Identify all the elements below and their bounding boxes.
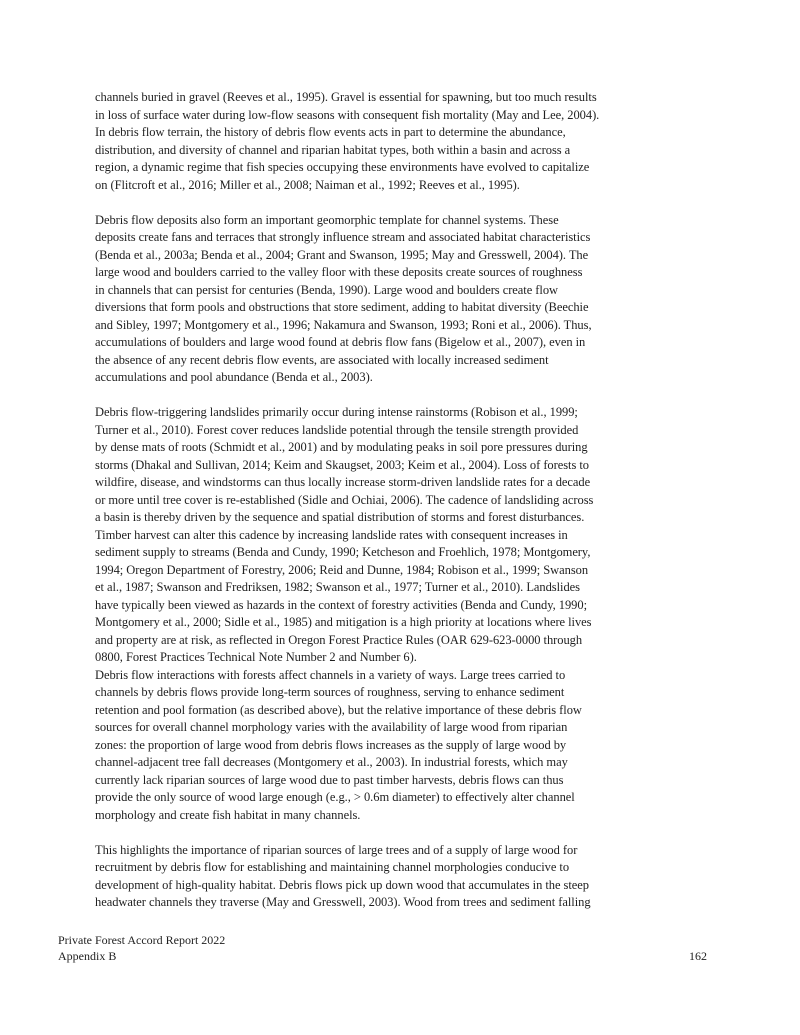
- text-line: morphology and create fish habitat in many channels.: [95, 807, 361, 822]
- text-line: or more until tree cover is re-established (Sidle and Ochiai, 2006). The cadence of landsliding across: [95, 492, 594, 507]
- text-line: storms (Dhakal and Sullivan, 2014; Keim and Skaugset, 2003; Keim et al., 2004). Loss of forests to: [95, 457, 589, 472]
- text-line: This highlights the importance of riparian sources of large trees and of a supply of large wood for: [95, 842, 578, 857]
- text-line: Debris flow deposits also form an important geomorphic template for channel systems. These: [95, 212, 559, 227]
- text-line: sediment supply to streams (Benda and Cundy, 1990; Ketcheson and Froehlich, 1978; Montgomery,: [95, 545, 591, 559]
- text-line: channel-adjacent tree fall decreases (Montgomery et al., 2003). In industrial forests, which may: [95, 755, 568, 769]
- text-line: Turner et al., 2010). Forest cover reduces landslide potential through the tensile strength provided: [95, 422, 579, 437]
- text-line: Debris flow interactions with forests affect channels in a variety of ways. Large trees carried to: [95, 667, 566, 682]
- text-line: and Sibley, 1997; Montgomery et al., 1996; Nakamura and Swanson, 1993; Roni et al., 2006). Thus,: [95, 317, 592, 332]
- paragraph: [95, 89, 713, 194]
- text-line: development of high-quality habitat. Debris flows pick up down wood that accumulates in the steep: [95, 877, 589, 892]
- text-line: currently lack riparian sources of large wood due to past timber harvests, debris flows can thus: [95, 772, 564, 787]
- text-line: Debris flow-triggering landslides primarily occur during intense rainstorms (Robison et al., 1999;: [95, 405, 578, 419]
- text-line: wildfire, disease, and windstorms can thus locally increase storm-driven landslide rates for a decade: [95, 475, 591, 489]
- paragraph: [95, 842, 713, 912]
- text-line: a basin is thereby driven by the sequence and spatial distribution of storms and forest disturbances.: [95, 510, 585, 524]
- text-line: provide the only source of wood large enough (e.g., > 0.6m diameter) to effectively alter channel: [95, 790, 575, 804]
- text-line: retention and pool formation (as described above), but the relative importance of these debris flow: [95, 702, 582, 717]
- footer-appendix-label: Appendix B: [58, 948, 117, 963]
- paragraph: [95, 404, 713, 824]
- body-text: [95, 89, 713, 912]
- text-line: sources for overall channel morphology varies with the availability of large wood from riparian: [95, 720, 568, 734]
- text-line: deposits create fans and terraces that strongly influence stream and associated habitat characteristics: [95, 230, 591, 244]
- text-line: accumulations and pool abundance (Benda et al., 2003).: [95, 370, 373, 384]
- text-line: accumulations of boulders and large wood found at debris flow fans (Bigelow et al., 2007), even in: [95, 335, 586, 349]
- footer-page-number: 162: [689, 948, 707, 963]
- text-line: 1994; Oregon Department of Forestry, 2006; Reid and Dunne, 1984; Robison et al., 1999; Swanson: [95, 562, 589, 577]
- text-line: 0800, Forest Practices Technical Note Number 2 and Number 6).: [95, 650, 417, 664]
- paragraph: [95, 212, 713, 387]
- text-line: have typically been viewed as hazards in the context of forestry activities (Benda and Cundy, 1990;: [95, 597, 587, 612]
- text-line: zones: the proportion of large wood from debris flows increases as the supply of large wood by: [95, 737, 567, 752]
- page-footer: [58, 933, 707, 964]
- text-line: Montgomery et al., 2000; Sidle et al., 1985) and mitigation is a high priority at locations where lives: [95, 615, 592, 629]
- text-line: region, a dynamic regime that fish species occupying these environments have evolved to capitalize: [95, 160, 590, 174]
- text-line: the absence of any recent debris flow events, are associated with locally increased sediment: [95, 352, 549, 367]
- text-line: channels by debris flows provide long-term sources of roughness, serving to enhance sediment: [95, 685, 565, 699]
- text-line: (Benda et al., 2003a; Benda et al., 2004; Grant and Swanson, 1995; May and Gresswell, 2004). The: [95, 247, 589, 262]
- footer-report-title: Private Forest Accord Report 2022: [58, 933, 226, 947]
- text-line: et al., 1987; Swanson and Fredriksen, 1982; Swanson et al., 1977; Turner et al., 2010). Landslides: [95, 580, 580, 594]
- text-line: by dense mats of roots (Schmidt et al., 2001) and by modulating peaks in soil pore pressures during: [95, 440, 588, 454]
- text-line: headwater channels they traverse (May and Gresswell, 2003). Wood from trees and sediment falling: [95, 895, 591, 909]
- text-line: channels buried in gravel (Reeves et al., 1995). Gravel is essential for spawning, but too much results: [95, 90, 597, 104]
- text-line: on (Flitcroft et al., 2016; Miller et al., 2008; Naiman et al., 1992; Reeves et al., 1995).: [95, 177, 520, 192]
- text-line: distribution, and diversity of channel and riparian habitat types, both within a basin and across a: [95, 142, 571, 157]
- text-line: in channels that can persist for centuries (Benda, 1990). Large wood and boulders create flow: [95, 282, 559, 297]
- text-line: in loss of surface water during low-flow seasons with consequent fish mortality (May and Lee, 2004).: [95, 107, 600, 122]
- text-line: In debris flow terrain, the history of debris flow events acts in part to determine the abundance,: [95, 125, 566, 139]
- text-line: and property are at risk, as reflected in Oregon Forest Practice Rules (OAR 629-623-0000 through: [95, 632, 583, 647]
- text-line: large wood and boulders carried to the valley floor with these deposits create sources of roughness: [95, 265, 583, 279]
- text-line: Timber harvest can alter this cadence by increasing landslide rates with consequent increases in: [95, 527, 568, 542]
- footer-left: [58, 933, 225, 964]
- text-line: diversions that form pools and obstructions that store sediment, adding to habitat diversity (Beechie: [95, 300, 589, 314]
- text-line: recruitment by debris flow for establishing and maintaining channel morphologies conducive to: [95, 860, 570, 874]
